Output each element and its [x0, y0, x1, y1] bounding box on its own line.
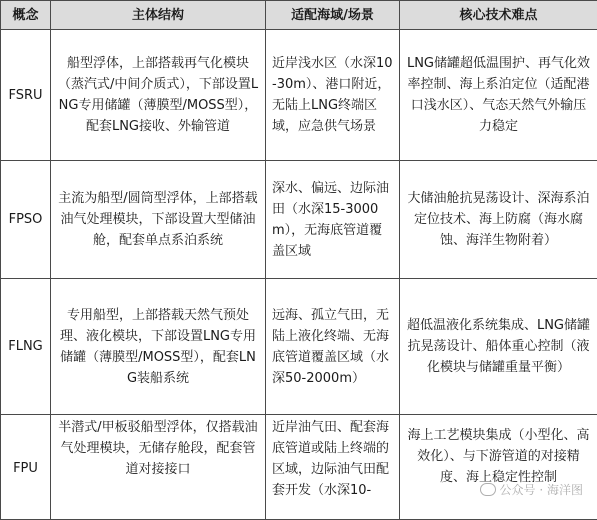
- cell-scenario: 深水、偏远、边际油田（水深15-3000m），无海底管道覆盖区域: [266, 161, 400, 279]
- cell-difficulty: 超低温液化系统集成、LNG储罐抗晃荡设计、船体重心控制（液化模块与储罐重量平衡）: [400, 279, 597, 415]
- table-row: [1, 30, 597, 161]
- wechat-icon: [480, 483, 496, 496]
- cell-structure: 船型浮体，上部搭载再气化模块（蒸汽式/中间介质式），下部设置LNG专用储罐（薄膜型/MOSS型），配套LNG接收、外输管道: [51, 30, 266, 161]
- table-row: [1, 161, 597, 279]
- cell-scenario: 近岸油气田、配套海底管道或陆上终端的区域，边际油气田配套开发（水深10-: [266, 415, 400, 520]
- cell-concept: FPU: [1, 415, 51, 520]
- cell-difficulty: 海上工艺模块集成（小型化、高效化）、与下游管道的对接精度、海上稳定性控制: [400, 415, 597, 520]
- header-scenario: 适配海域/场景: [266, 1, 400, 30]
- cell-concept: FPSO: [1, 161, 51, 279]
- header-concept: 概念: [1, 1, 51, 30]
- cell-difficulty: LNG储罐超低温围护、再气化效率控制、海上系泊定位（适配港口浅水区）、气态天然气外输压力稳定: [400, 30, 597, 161]
- cell-scenario: 近岸浅水区（水深10-30m）、港口附近，无陆上LNG终端区域，应急供气场景: [266, 30, 400, 161]
- watermark: [480, 481, 583, 498]
- cell-structure: 主流为船型/圆筒型浮体，上部搭载油气处理模块，下部设置大型储油舱，配套单点系泊系统: [51, 161, 266, 279]
- cell-structure: 半潜式/甲板驳船型浮体，仅搭载油气处理模块，无储存舱段，配套管道对接接口: [51, 415, 266, 520]
- cell-scenario: 远海、孤立气田，无陆上液化终端、无海底管道覆盖区域（水深50-2000m）: [266, 279, 400, 415]
- watermark-text: 公众号 · 海洋图: [500, 483, 583, 497]
- header-difficulty: 核心技术难点: [400, 1, 597, 30]
- cell-structure: 专用船型，上部搭载天然气预处理、液化模块，下部设置LNG专用储罐（薄膜型/MOSS型），配套LNG装船系统: [51, 279, 266, 415]
- cell-concept: FSRU: [1, 30, 51, 161]
- header-row: [1, 1, 597, 30]
- cell-concept: FLNG: [1, 279, 51, 415]
- cell-difficulty: 大储油舱抗晃荡设计、深海系泊定位技术、海上防腐（海水腐蚀、海洋生物附着）: [400, 161, 597, 279]
- header-structure: 主体结构: [51, 1, 266, 30]
- table-row: [1, 279, 597, 415]
